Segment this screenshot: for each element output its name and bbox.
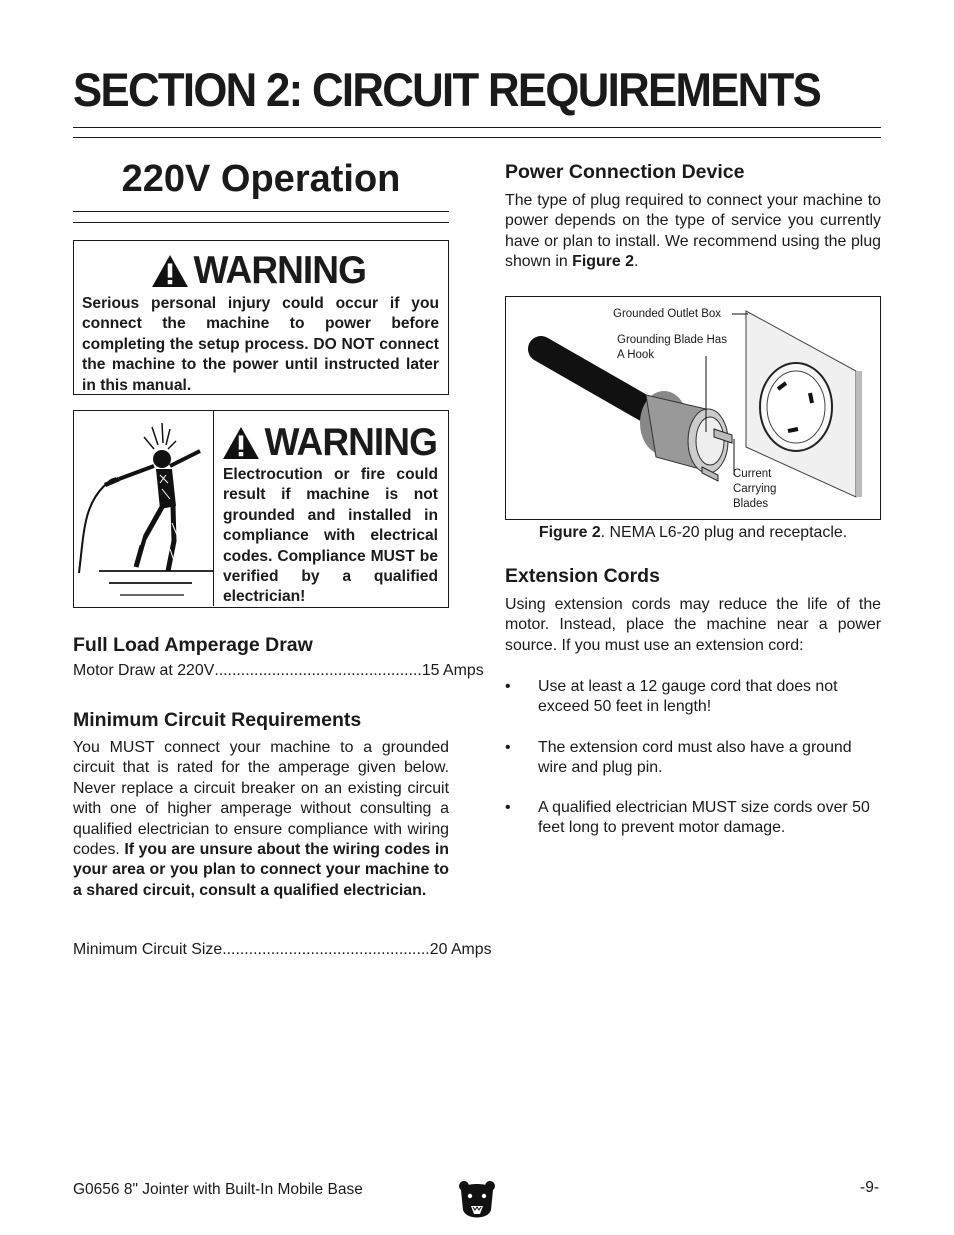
figure-ref: Figure 2 xyxy=(572,253,634,271)
figure-caption xyxy=(505,524,881,542)
bullet-item xyxy=(505,798,881,839)
bullet-item xyxy=(505,738,881,779)
motor-draw-spec xyxy=(73,662,484,680)
full-load-heading: Full Load Amperage Draw xyxy=(73,634,313,656)
footer-model: G0656 8" Jointer with Built-In Mobile Base xyxy=(73,1181,363,1198)
min-circuit-text xyxy=(73,738,449,901)
operation-rule-top xyxy=(73,211,449,212)
operation-heading: 220V Operation xyxy=(121,158,401,200)
bullet-dot: • xyxy=(505,739,511,756)
section-title: SECTION 2: CIRCUIT REQUIREMENTS xyxy=(73,63,821,116)
label-line: Blades xyxy=(733,498,769,510)
label-line: Current xyxy=(733,468,772,480)
bear-logo-icon xyxy=(458,1180,496,1222)
warning-electrocution-text: Electrocution or fire could result if machine is not grounded and installed in compliance with electrical codes. Compliance MUST be verified by a qualified electrician! xyxy=(223,466,438,606)
warning-triangle-icon xyxy=(151,254,189,288)
min-circuit-plain: You MUST connect your machine to a grounded circuit that is rated for the amperage given below. Never replace a circuit breaker on an existing circuit with one of higher amperage without consulting a qualified electrician to ensure compliance with wiring codes. xyxy=(73,739,449,859)
spec-label: Motor Draw at 220V xyxy=(73,662,215,679)
warning-box-electrocution xyxy=(73,410,449,608)
spec-value: 15 Amps xyxy=(421,662,484,679)
page-number: -9- xyxy=(860,1179,879,1196)
label-line: Carrying xyxy=(733,483,777,495)
warning-word: WARNING xyxy=(264,421,437,464)
label-outlet-box: Grounded Outlet Box xyxy=(613,308,722,320)
warning-setup-text: Serious personal injury could occur if you connect the machine to power before completing the setup process. DO NOT connect the machine to the power until instructed later in this manual. xyxy=(82,295,439,394)
extension-cords-text: Using extension cords may reduce the life of the motor. Instead, place the machine near a power source. If you must use an extension cord: xyxy=(505,596,881,654)
warning-content xyxy=(215,411,448,608)
warning-box-setup xyxy=(73,240,449,395)
power-connection-text xyxy=(505,191,881,273)
power-connection-heading: Power Connection Device xyxy=(505,161,745,183)
bullet-dot: • xyxy=(505,799,511,816)
label-grounding-blade xyxy=(617,333,727,363)
caption-text: . NEMA L6-20 plug and receptacle. xyxy=(600,524,848,541)
bullet-text: A qualified electrician MUST size cords over 50 feet long to prevent motor damage. xyxy=(538,799,870,837)
figure-2-frame xyxy=(505,296,881,520)
spec-value: 20 Amps xyxy=(429,941,492,958)
extension-cords-heading: Extension Cords xyxy=(505,565,660,587)
sentence-end: . xyxy=(633,253,639,271)
warning-triangle-icon xyxy=(222,426,260,460)
title-rule-bottom xyxy=(73,137,881,138)
warning-word: WARNING xyxy=(193,249,367,292)
plug-receptacle-illustration xyxy=(506,297,879,518)
bullet-text: The extension cord must also have a ground wire and plug pin. xyxy=(538,739,852,777)
bullet-item xyxy=(505,677,881,718)
title-rule-top xyxy=(73,127,881,128)
spec-leader: ............................................... xyxy=(222,941,430,958)
spec-leader: ............................................... xyxy=(214,662,422,679)
min-circuit-spec xyxy=(73,941,492,959)
spec-label: Minimum Circuit Size xyxy=(73,941,223,958)
warning-header xyxy=(74,249,448,293)
bullet-text: Use at least a 12 gauge cord that does not exceed 50 feet in length! xyxy=(538,678,838,716)
electrocution-person-icon xyxy=(74,411,213,606)
label-line: Grounding Blade Has xyxy=(617,334,727,346)
operation-rule-bottom xyxy=(73,222,449,223)
electrocution-illustration xyxy=(74,411,214,606)
warning-header xyxy=(215,421,448,465)
power-connection-body: The type of plug required to connect your machine to power depends on the type of service you currently have or plan to install. We recommend using the plug shown in xyxy=(505,192,881,271)
label-line: A Hook xyxy=(617,349,655,361)
label-current-blades xyxy=(733,467,776,512)
bullet-dot: • xyxy=(505,678,511,695)
min-circuit-heading: Minimum Circuit Requirements xyxy=(73,709,362,731)
caption-ref: Figure 2 xyxy=(538,524,601,541)
min-circuit-bold: If you are unsure about the wiring codes in your area or you plan to connect your machine to a shared circuit, consult a qualified electrician. xyxy=(73,841,450,899)
